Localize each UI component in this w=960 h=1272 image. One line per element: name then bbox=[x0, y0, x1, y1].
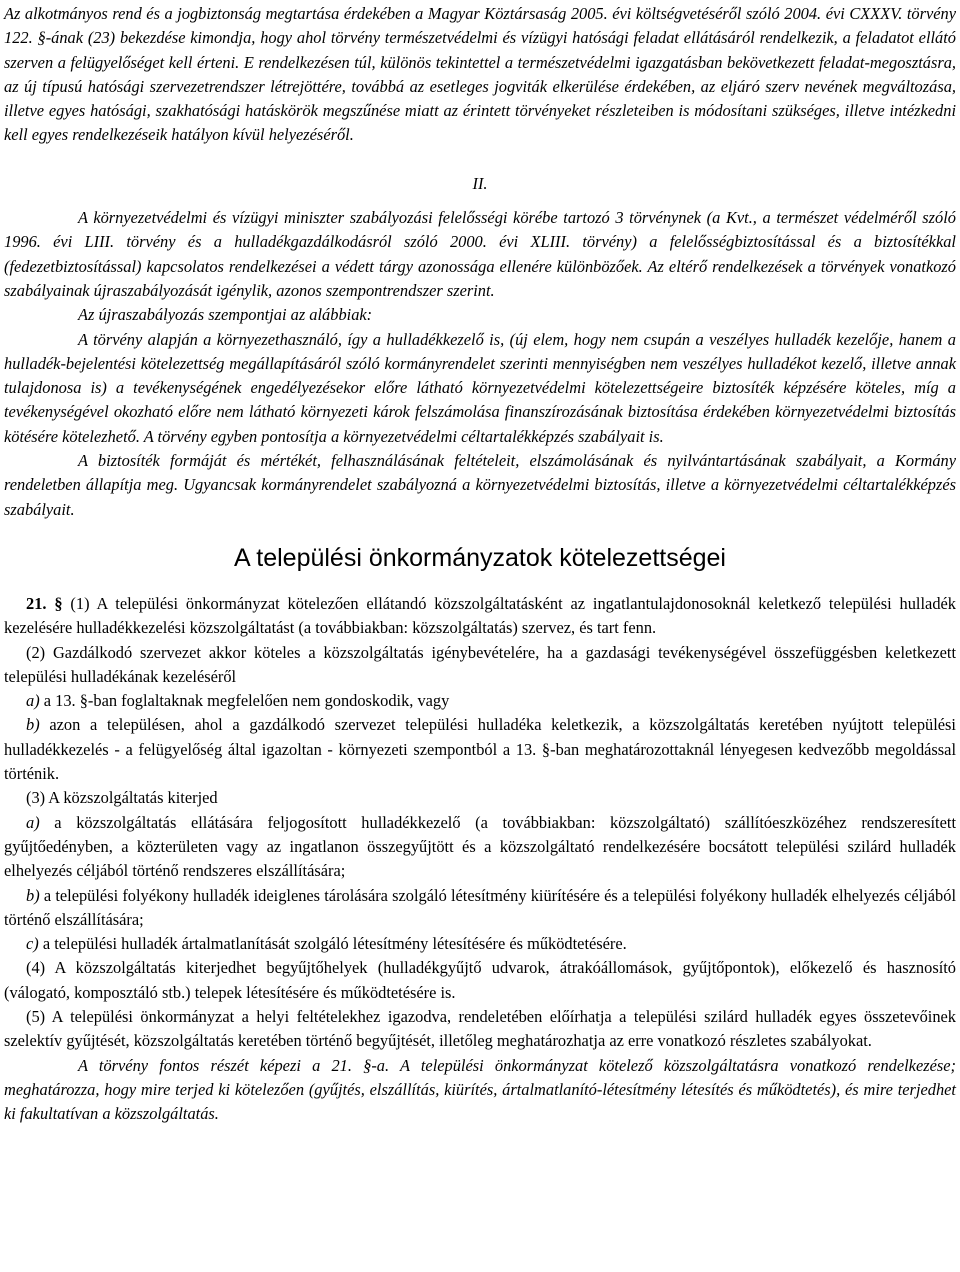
point-text: a 13. §-ban foglaltaknak megfelelően nem gondoskodik, vagy bbox=[43, 691, 450, 711]
paragraph-21-5: (5) A települési önkormányzat a helyi feltételekhez igazodva, rendeletében előírhatja a települési szilárd hulladék egyes összetevőinek szelektív gyűjtését, közszolgáltatás keretében történő begyűjtését, illetőleg meghatározhatja az erre vonatkozó részletes szabályokat. bbox=[4, 1006, 956, 1051]
point-3c bbox=[4, 932, 956, 956]
paragraph-21-4: (4) A közszolgáltatás kiterjedhet begyűjtőhelyek (hulladékgyűjtő udvarok, átrakóállomások, gyűjtőpontok), előkezelő és hasznosító (válogató, komposztáló stb.) telepek létesítésére és működtetésére is. bbox=[4, 958, 956, 1002]
commentary-paragraph: A törvény fontos részét képezi a 21. §-a. A települési önkormányzat kötelező közszolgáltatásra vonatkozó rendelkezése; meghatározza, hogy mire terjed ki kötelezően (gyűjtés, elszállítás, kiürítés, ártalmatlanító-létesítmény létesítés és működtetés), és mire terjedhet ki fakultatívan a közszolgáltatás. bbox=[4, 1055, 956, 1124]
point-2a bbox=[4, 689, 956, 713]
point-label: c) bbox=[26, 934, 39, 954]
section-number: 21. bbox=[26, 593, 47, 613]
point-3a bbox=[4, 811, 956, 884]
section-heading: A települési önkormányzatok kötelezettségei bbox=[234, 543, 726, 572]
section2-paragraph-1: A környezetvédelmi és vízügyi miniszter szabályozási felelősségi körébe tartozó 3 törvénynek (a Kvt., a természet védelméről szóló 1996. évi LIII. törvény és a hulladékgazdálkodásról szóló 2000. évi XLIII. törvény) a felelősségbiztosítással és a biztosítékkal (fedezetbiztosítással) kapcsolatos rendelkezései a védett tárgy azonossága ellenére különbözőek. Az eltérő rendelkezések a törvények vonatkozó szabályainak újraszabályozását igénylik, azonos szempontrendszer szerint. bbox=[4, 208, 956, 300]
intro-paragraph: Az alkotmányos rend és a jogbiztonság megtartása érdekében a Magyar Köztársaság 2005. évi költségvetéséről szóló 2004. évi CXXXV. törvény 122. §-ának (23) bekezdése kimondja, hogy ahol törvény természetvédelmi és vízügyi hatósági feladat ellátásáról rendelkezik, a feladatot ellátó szerven a felügyelőséget kell érteni. E rendelkezésen túl, különös tekintettel a természetvédelmi igazgatásban bekövetkezett feladat-megosztásra, az új típusú hatósági szervezetrendszer létrejöttére, továbbá az esetleges jogviták elkerülése érdekében, az eljáró szerv nevének megváltozása, illetve egyes hatósági, szakhatósági hatáskörök megszűnése miatt az érintett törvényeket részleteiben is módosítani szükséges, illetve intézkedni kell egyes rendelkezéseik hatályon kívül helyezéséről. bbox=[4, 4, 956, 145]
point-3b bbox=[4, 884, 956, 933]
paragraph-21-3: (3) A közszolgáltatás kiterjed bbox=[26, 788, 218, 808]
point-text: a közszolgáltatás ellátására feljogosított hulladékkezelő (a továbbiakban: közszolgáltató) szállítóeszközéhez rendszeresített gyűjtőedényben, a közterületen vagy az ingatlanon összegyűjtött és a közszolgáltató rendelkezésére bocsátott települési szilárd hulladék elhelyezés céljából történő rendszeres elszállítására; bbox=[4, 812, 956, 881]
point-2b bbox=[4, 713, 956, 786]
section2-paragraph-2: Az újraszabályozás szempontjai az alábbiak: bbox=[78, 305, 373, 325]
paragraph-21-2: (2) Gazdálkodó szervezet akkor köteles a közszolgáltatás igénybevételére, ha a gazdasági tevékenységével összefüggésben keletkezett települési hulladékának kezeléséről bbox=[4, 642, 956, 686]
point-text: a települési folyékony hulladék ideiglenes tárolására szolgáló létesítmény kiürítésére és a települési folyékony hulladék elhelyezés céljából történő elszállítására; bbox=[4, 885, 956, 929]
point-text: azon a településen, ahol a gazdálkodó szervezet települési hulladéka keletkezik, a közszolgáltatás keretében nyújtott települési hulladékkezelés - a felügyelőség által igazoltan - környezeti szempontból a 13. §-ban meghatározottaknál lényegesen kedvezőbb megoldással történik. bbox=[4, 715, 956, 784]
paragraph-21-1 bbox=[4, 592, 956, 641]
point-label: b) bbox=[26, 715, 40, 735]
section2-paragraph-4: A biztosíték formáját és mértékét, felhasználásának feltételeit, elszámolásának és nyilvántartásának szabályait, a Kormány rendeletben állapítja meg. Ugyancsak kormányrendelet szabályozná a környezetvédelmi biztosítás, illetve a környezetvédelmi céltartalékképzés szabályait. bbox=[4, 451, 956, 519]
section-numeral: II. bbox=[472, 173, 488, 193]
point-text: a települési hulladék ártalmatlanítását szolgáló létesítmény létesítésére és működtetésére. bbox=[42, 934, 627, 954]
section-sign: § bbox=[54, 593, 63, 613]
point-label: a) bbox=[26, 691, 40, 711]
point-label: b) bbox=[26, 885, 40, 905]
point-label: a) bbox=[26, 812, 40, 832]
paragraph-21-1-text: (1) A települési önkormányzat kötelezően ellátandó közszolgáltatásként az ingatlantulajdonosoknál keletkező települési hulladék kezelésére hulladékkezelési közszolgáltatást (a továbbiakban: közszolgáltatás) szervez, és tart fenn. bbox=[4, 593, 956, 638]
section2-paragraph-3: A törvény alapján a környezethasználó, így a hulladékkezelő is, (új elem, hogy nem csupán a veszélyes hulladék kezelője, hanem a hulladék-bejelentési kötelezettség megállapításáról szóló kormányrendelet szerinti mennyiségben nem veszélyes hulladékot kezelő, illetve annak tulajdonosa is) a tevékenységének engedélyezésekor előre látható környezetvédelmi kötelezettségeire biztosíték képzésére köteles, míg a tevékenységével okozható előre nem látható környezeti károk felszámolása finanszírozásának biztosítása érdekében környezetvédelmi biztosítás kötésére kötelezhető. A törvény egyben pontosítja a környezetvédelmi céltartalékképzés szabályait is. bbox=[4, 329, 956, 446]
